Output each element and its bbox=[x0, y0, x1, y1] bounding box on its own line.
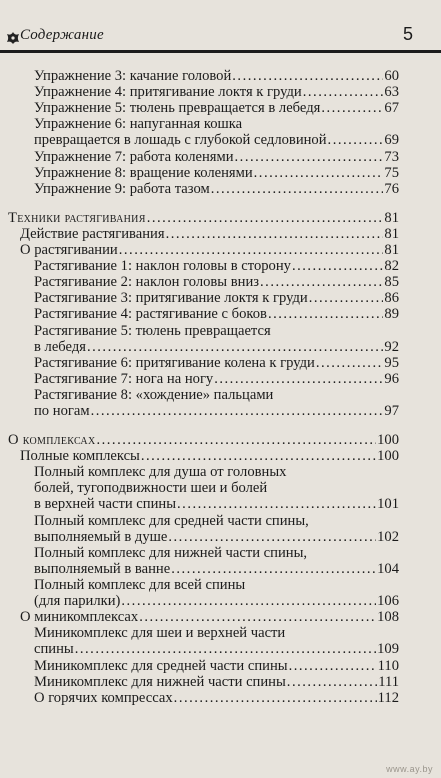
toc-entry[interactable] bbox=[0, 513, 441, 545]
toc-entry-text: болей, тугоподвижности шеи и болей bbox=[34, 480, 268, 497]
toc-entry-line bbox=[20, 242, 399, 258]
toc-entry-line bbox=[34, 274, 399, 290]
toc-entry-text: (для парилки) bbox=[34, 593, 121, 609]
toc-page-number: 109 bbox=[377, 641, 399, 658]
toc-entry[interactable] bbox=[0, 149, 441, 165]
toc-entry-text: в верхней части спины bbox=[34, 496, 177, 513]
toc-page-number: 81 bbox=[384, 209, 399, 226]
toc-page-number: 92 bbox=[384, 338, 399, 355]
toc-entry-text: Растягивание 8: «хождение» пальцами bbox=[34, 386, 274, 403]
toc-entry[interactable] bbox=[0, 290, 441, 306]
toc-entry[interactable] bbox=[0, 674, 441, 690]
toc-entry[interactable] bbox=[0, 258, 441, 274]
toc-page-number: 104 bbox=[377, 560, 399, 577]
toc-entry-line bbox=[34, 529, 399, 545]
toc-entry-line bbox=[34, 181, 399, 197]
toc-entry[interactable] bbox=[0, 371, 441, 387]
toc-entry-line bbox=[34, 149, 399, 165]
toc-entry-line bbox=[8, 210, 399, 226]
toc-entry-line bbox=[34, 339, 399, 355]
toc-entry[interactable] bbox=[0, 323, 441, 355]
toc-entry[interactable] bbox=[0, 545, 441, 577]
dot-leader bbox=[147, 210, 384, 226]
toc-entry-text: Упражнение 9: работа тазом bbox=[34, 180, 210, 197]
toc-entry-line bbox=[34, 290, 399, 306]
toc-page-number: 96 bbox=[384, 370, 399, 387]
toc-entry-text: Полный комплекс для душа от головных bbox=[34, 464, 287, 481]
toc-entry-text: Действие растягивания bbox=[20, 225, 165, 242]
toc-entry-text: спины bbox=[34, 641, 74, 658]
toc-entry-line bbox=[34, 690, 399, 706]
toc-entry-line bbox=[34, 403, 399, 419]
toc-entry-text: превращается в лошадь с глубокой седловиной bbox=[34, 132, 327, 149]
toc-page-number: 89 bbox=[384, 306, 399, 323]
watermark: www.ay.by bbox=[386, 764, 433, 774]
toc-entry-line bbox=[34, 641, 399, 657]
toc-page-number: 82 bbox=[384, 258, 399, 275]
toc-entry[interactable] bbox=[0, 625, 441, 657]
toc-entry-line bbox=[34, 371, 399, 387]
toc-entry-line bbox=[34, 84, 399, 100]
toc-entry-text: Полные комплексы bbox=[20, 448, 140, 465]
toc-entry[interactable] bbox=[0, 432, 441, 448]
dot-leader bbox=[91, 403, 384, 419]
toc-entry-line bbox=[34, 561, 399, 577]
toc-entry[interactable] bbox=[0, 658, 441, 674]
toc-entry[interactable] bbox=[0, 355, 441, 371]
toc-page-number: 73 bbox=[384, 148, 399, 165]
toc-entry-text: Упражнение 8: вращение коленями bbox=[34, 164, 253, 181]
toc-entry-line bbox=[34, 68, 399, 84]
toc-page-number: 67 bbox=[384, 100, 399, 117]
toc-page-number: 111 bbox=[378, 673, 399, 690]
toc-page-number: 97 bbox=[384, 402, 399, 419]
toc-entry-line bbox=[34, 306, 399, 322]
toc-entry-line bbox=[34, 100, 399, 116]
toc-entry-text: Растягивание 5: тюлень превращается bbox=[34, 322, 271, 339]
toc-entry-text: Техники растягивания bbox=[8, 209, 146, 226]
toc-entry[interactable] bbox=[0, 242, 441, 258]
toc-entry-line bbox=[34, 258, 399, 274]
toc-entry-text: Миникомплекс для шеи и верхней части bbox=[34, 625, 286, 642]
toc-entry[interactable] bbox=[0, 577, 441, 609]
dot-leader bbox=[289, 658, 377, 674]
toc-entry[interactable] bbox=[0, 116, 441, 148]
toc-entry-text: по ногам bbox=[34, 402, 90, 419]
toc-entry-text: О растягивании bbox=[20, 242, 118, 258]
dot-leader bbox=[321, 100, 383, 116]
toc-entry-text: Упражнение 3: качание головой bbox=[34, 68, 232, 84]
dot-leader bbox=[254, 165, 384, 181]
dot-leader bbox=[119, 242, 384, 258]
toc-entry-line bbox=[34, 355, 399, 371]
dot-leader bbox=[328, 132, 384, 148]
toc-entry[interactable] bbox=[0, 464, 441, 512]
toc-entry[interactable] bbox=[0, 181, 441, 197]
toc-page-number: 112 bbox=[377, 689, 399, 706]
dot-leader bbox=[292, 258, 383, 274]
toc-entry[interactable] bbox=[0, 100, 441, 116]
dot-leader bbox=[268, 306, 383, 322]
toc-entry-text: Миникомплекс для нижней части спины bbox=[34, 673, 286, 690]
dot-leader bbox=[171, 561, 376, 577]
toc-entry-text: Полный комплекс для всей спины bbox=[34, 577, 246, 593]
toc-entry-line bbox=[34, 165, 399, 181]
toc-entry-text: Упражнение 6: напуганная кошка bbox=[34, 116, 243, 133]
page-number: 5 bbox=[402, 24, 413, 44]
dot-leader bbox=[214, 371, 383, 387]
toc-entry-text: выполняемый в ванне bbox=[34, 560, 171, 577]
dot-leader bbox=[121, 593, 376, 609]
toc-entry-text: Растягивание 6: притягивание колена к груди bbox=[34, 354, 315, 371]
toc-entry[interactable] bbox=[0, 226, 441, 242]
dot-leader bbox=[177, 496, 376, 512]
toc-entry-text: О миникомплексах bbox=[20, 609, 139, 626]
toc-page-number: 108 bbox=[377, 609, 399, 626]
toc-page-number: 81 bbox=[384, 242, 399, 258]
toc-entry-text: О комплексах bbox=[8, 432, 96, 449]
toc-entry-text: Упражнение 7: работа коленями bbox=[34, 148, 234, 165]
toc-entry-line bbox=[8, 432, 399, 448]
toc-entry-line bbox=[34, 658, 399, 674]
toc-entry[interactable] bbox=[0, 306, 441, 322]
dot-leader bbox=[166, 226, 384, 242]
toc-entry-text: Миникомплекс для средней части спины bbox=[34, 657, 288, 674]
toc-entry-text: Упражнение 5: тюлень превращается в лебедя bbox=[34, 100, 321, 117]
toc-entry[interactable] bbox=[0, 609, 441, 625]
toc-entry-line bbox=[20, 609, 399, 625]
dot-leader bbox=[316, 355, 384, 371]
dot-leader bbox=[235, 149, 384, 165]
dot-leader bbox=[232, 68, 383, 84]
dot-leader bbox=[309, 290, 384, 306]
toc-page-number: 100 bbox=[377, 432, 399, 449]
toc-page-number: 106 bbox=[377, 593, 399, 609]
toc-entry[interactable] bbox=[0, 448, 441, 464]
toc-entry-line bbox=[20, 226, 399, 242]
dot-leader bbox=[260, 274, 383, 290]
toc-entry-line bbox=[34, 496, 399, 512]
dot-leader bbox=[168, 529, 376, 545]
toc-entry-line bbox=[34, 674, 399, 690]
toc-entry-text: выполняемый в душе bbox=[34, 528, 168, 545]
toc-page-number: 69 bbox=[384, 132, 399, 149]
toc-entry-text: Полный комплекс для нижней части спины, bbox=[34, 544, 308, 561]
toc-entry[interactable] bbox=[0, 84, 441, 100]
dot-leader bbox=[87, 339, 383, 355]
dot-leader bbox=[139, 609, 376, 625]
toc-page-number: 102 bbox=[377, 528, 399, 545]
toc-entry[interactable] bbox=[0, 68, 441, 84]
dot-leader bbox=[303, 84, 384, 100]
toc-entry-text: в лебедя bbox=[34, 338, 86, 355]
toc-entry[interactable] bbox=[0, 165, 441, 181]
toc-entry[interactable] bbox=[0, 274, 441, 290]
toc-entry-text: Полный комплекс для средней части спины, bbox=[34, 512, 309, 529]
dot-leader bbox=[211, 181, 384, 197]
toc-entry-text: Растягивание 4: растягивание с боков bbox=[34, 306, 267, 323]
toc-page-number: 60 bbox=[384, 68, 399, 84]
dot-leader bbox=[287, 674, 377, 690]
toc-page-number: 110 bbox=[377, 657, 399, 674]
dot-leader bbox=[174, 690, 377, 706]
toc-entry[interactable] bbox=[0, 387, 441, 419]
toc-page-number: 95 bbox=[384, 354, 399, 371]
toc-entry-line bbox=[34, 132, 399, 148]
toc-entry-text: Растягивание 7: нога на ногу bbox=[34, 370, 214, 387]
toc-page-number: 81 bbox=[384, 225, 399, 242]
toc-entry-text: О горячих компрессах bbox=[34, 689, 173, 706]
toc-page-number: 100 bbox=[377, 448, 399, 465]
toc-entry-text: Растягивание 2: наклон головы вниз bbox=[34, 274, 260, 291]
toc-entry-line bbox=[34, 593, 399, 609]
toc-entry-text: Растягивание 3: притягивание локтя к груди bbox=[34, 290, 308, 307]
dot-leader bbox=[96, 432, 376, 448]
toc-page-number: 85 bbox=[384, 274, 399, 291]
toc-page-number: 101 bbox=[377, 496, 399, 513]
dot-leader bbox=[141, 448, 376, 464]
toc-entry[interactable] bbox=[0, 210, 441, 226]
toc-page-number: 86 bbox=[384, 290, 399, 307]
toc-page-number: 76 bbox=[384, 180, 399, 197]
toc-entry-text: Растягивание 1: наклон головы в сторону bbox=[34, 258, 291, 275]
dot-leader bbox=[75, 641, 376, 657]
running-header-title: Содержание bbox=[20, 27, 104, 43]
toc-entry-line bbox=[20, 448, 399, 464]
toc-page-number: 63 bbox=[384, 84, 399, 101]
toc-entry-text: Упражнение 4: притягивание локтя к груди bbox=[34, 84, 302, 101]
toc-page-number: 75 bbox=[384, 164, 399, 181]
toc-entry[interactable] bbox=[0, 690, 441, 706]
